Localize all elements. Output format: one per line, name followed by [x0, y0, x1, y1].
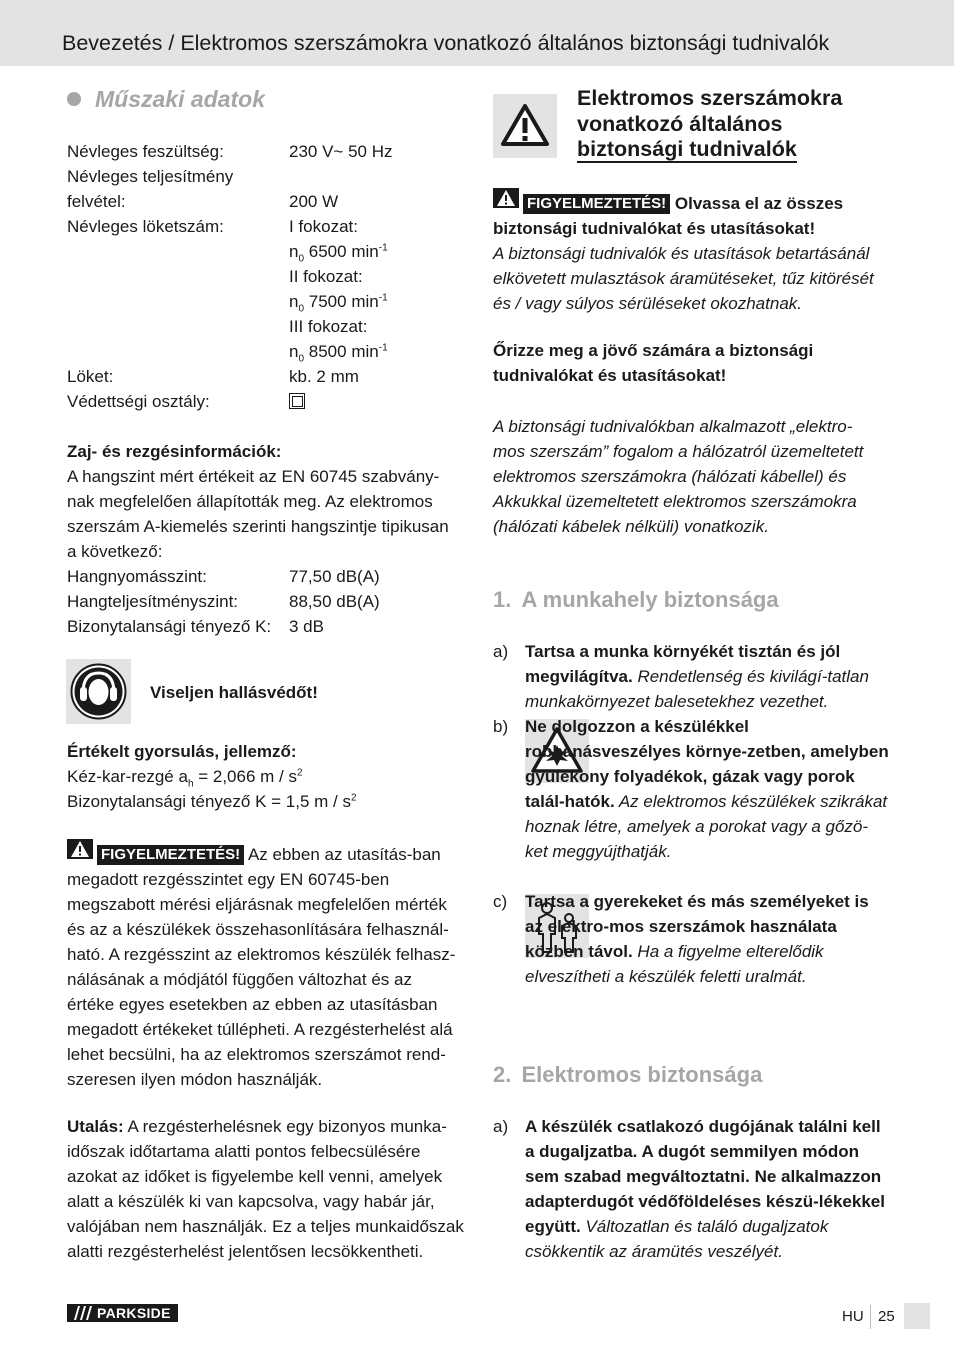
section1-heading: 1. A munkahely biztonsága: [493, 587, 779, 612]
spec-level3: III fokozat:: [289, 317, 368, 336]
s1-c-label: c): [493, 892, 508, 911]
warning-badge: FIGYELMEZTETÉS!: [97, 845, 244, 865]
spec-n0-1: $n_0$ 6500 $\min^{-1}$: [289, 242, 388, 265]
vibration-warning: [67, 839, 463, 1092]
spec-stroke-rate-label: Névleges löketszám:: [67, 217, 224, 236]
s1-a-text: Tartsa a munka környékét tisztán és jól megvilágítva. Rendetlenség és kivilágí-tatlan munkakörnyezet balesetekhez vezethet.: [525, 642, 869, 711]
spec-protection-label: Védettségi osztály:: [67, 392, 210, 411]
footer-page-number: 25: [878, 1308, 895, 1325]
warning-bold-text: Olvassa el az összes biztonsági tudnivalókat és utasításokat!: [493, 194, 844, 238]
protection-class-ii-icon: [289, 393, 305, 409]
tech-data-title: Műszaki adatok: [95, 86, 265, 112]
noise-power-value: 88,50 dB(A): [289, 592, 380, 611]
s1-b-label: b): [493, 717, 509, 736]
s1-b-text: Ne dolgozzon a készülékkel robbanásveszélyes környe-zetben, amelyben gyúlékony folyadékok, gázak vagy porok talál-hatók. Az elektromos készülékek szikrákat hoznak létre, amelyek a porokat vagy a gőzö-ket meggyújthatják.: [525, 717, 889, 861]
definition-text: A biztonsági tudnivalókban alkalmazott „elektro-mos szerszám” fogalom a hálózatról üzemeltetett elektromos szerszámokra (hálózati kábellel) és Akkukkal üzemeltetett elektromos szerszámokra (hálózati kábelek nélküli) vonatkozik.: [493, 417, 864, 536]
spec-stroke-label: Löket:: [67, 367, 114, 386]
noise-power-label: Hangteljesítményszint:: [67, 592, 239, 611]
warning-text: Az ebben az utasítás-ban megadott rezgésszintet egy EN 60745-ben megszabott mérési eljárásnak megfelelően mérték és az a készülékek összehasonlítására felhasznál-ható. A rezgésszint az elektromos készülék felhasz-nálásának a módjától függően változhat és az értéke egyes esetekben az ebben az utasításban megadott értékeket túllépheti. A rezgésterhelést alá lehet becsülni, ha az elektromos szerszámot rend-szeresen ilyen módon használják.: [67, 845, 456, 1089]
spec-level2: II fokozat:: [289, 267, 363, 286]
tech-data-heading: [67, 86, 265, 113]
noise-uncertainty-value: 3 dB: [289, 617, 324, 636]
vibration-line2: Bizonytalansági tényező K = 1,5 m / $s^2$: [67, 792, 357, 811]
page-header-bar: [0, 0, 954, 66]
spec-voltage-value: 230 V~ 50 Hz: [289, 142, 393, 161]
spec-level1: I fokozat:: [289, 217, 358, 236]
footer-separator: [870, 1305, 871, 1329]
spec-power-label-1: Névleges teljesítmény: [67, 167, 234, 186]
page-header-title: Bevezetés / Elektromos szerszámokra vonatkozó általános biztonsági tudnivalók: [62, 31, 830, 55]
spec-power-label-2: felvétel:: [67, 192, 126, 211]
s2-a-text: A készülék csatlakozó dugójának találni kell a dugaljzatba. A dugót semmilyen módon sem szabad megváltoztatni. Ne alkalmazzon adapterdugót védőföldeléses készü-lékekkel együtt. Változatlan és találó dugaljzatok csökkentik az áramütés veszélyét.: [525, 1117, 885, 1261]
warning-triangle-icon-2: [493, 188, 519, 208]
noise-uncertainty-label: Bizonytalansági tényező K:: [67, 617, 272, 636]
warning-badge-2: FIGYELMEZTETÉS!: [523, 194, 670, 214]
section2-heading: 2. Elektromos biztonsága: [493, 1062, 763, 1087]
s2-a-label: a): [493, 1117, 509, 1136]
spec-n0-3: $n_0$ 8500 $\min^{-1}$: [289, 342, 388, 365]
vibration-title: Értékelt gyorsulás, jellemző:: [67, 742, 297, 761]
footer-language: HU: [842, 1308, 864, 1325]
parkside-logo: PARKSIDE: [67, 1304, 178, 1322]
note-text: A rezgésterhelésnek egy bizonyos munka-időszak időtartama alatti pontos felbecsülésére azokat az időket is figyelembe kell venni, amelyek alatt a készülék ki van kapcsolva, vagy habár jár, valójában nem használják. Ez a teljes munkaidőszak alatti rezgésterhelést jelentősen lecsökkentheti.: [67, 1117, 464, 1261]
safety-warning-icon: [493, 94, 557, 158]
vibration-line1: Kéz-kar-rezgé $a_h = 2,066$ m / $s^2$: [67, 767, 303, 790]
noise-pressure-label: Hangnyomásszint:: [67, 567, 207, 586]
safety-warning-paragraph: [493, 188, 888, 316]
note-label: Utalás:: [67, 1117, 124, 1136]
safety-section-title: Elektromos szerszámokra vonatkozó általános biztonsági tudnivalók: [577, 86, 843, 161]
note-paragraph: [67, 1114, 467, 1264]
spec-power-value: 200 W: [289, 192, 339, 211]
spec-voltage-label: Névleges feszültség:: [67, 142, 224, 161]
spec-n0-2: $n_0$ 7500 $\min^{-1}$: [289, 292, 388, 315]
ear-protection-text: Viseljen hallásvédőt!: [150, 683, 318, 702]
noise-pressure-value: 77,50 dB(A): [289, 567, 380, 586]
footer-gray-box: [904, 1303, 930, 1329]
noise-intro: A hangszint mért értékeit az EN 60745 szabvány-nak megfelelően állapították meg. Az elektromos szerszám A-kiemelés szerinti hangszintje tipikusan a következő:: [67, 467, 449, 561]
warning-triangle-icon: [67, 839, 93, 859]
noise-title: Zaj- és rezgésinformációk:: [67, 442, 282, 461]
s1-a-label: a): [493, 642, 509, 661]
s1-c-text: Tartsa a gyerekeket és más személyeket is az elektro-mos szerszámok használata közben távol. Ha a figyelme elterelődik elveszítheti a készülék feletti uralmát.: [525, 892, 869, 986]
spec-stroke-value: kb. 2 mm: [289, 367, 359, 386]
bullet-dot-icon: [67, 92, 81, 106]
keep-instructions-text: Őrizze meg a jövő számára a biztonsági tudnivalókat és utasításokat!: [493, 341, 814, 385]
ear-protection-icon: [66, 659, 131, 724]
warning-italic-text: A biztonsági tudnivalók és utasítások betartásánál elkövetett mulasztások áramütéseket, tűz kitörését és / vagy súlyos sérüléseket okozhatnak.: [493, 244, 874, 313]
